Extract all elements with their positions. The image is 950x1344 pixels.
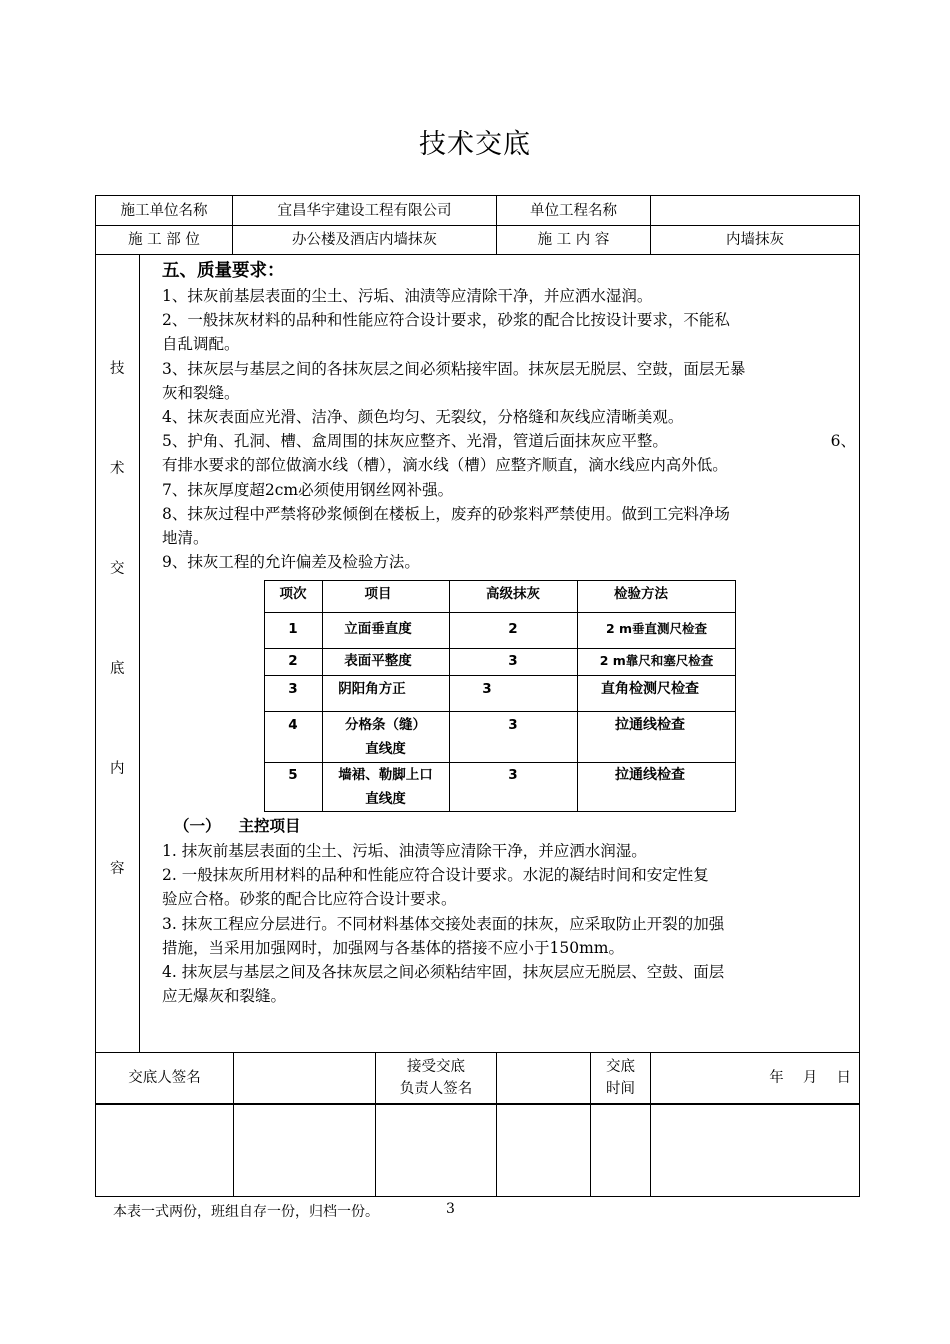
construction-unit-label: 施工单位名称 [120, 202, 208, 219]
quality-line [162, 429, 856, 453]
main-control-line: 应无爆灰和裂缝。 [162, 987, 287, 1006]
table-header: 检验方法 [614, 586, 668, 602]
table-cell-value: 2 [508, 621, 518, 637]
col-divider [496, 1052, 497, 1197]
table-cell-item: 表面平整度 [344, 653, 412, 669]
table-cell-item: 墙裙、勒脚上口 [338, 767, 433, 783]
main-control-line: 措施，当采用加强网时，加强网与各基体的搭接不应小于150mm。 [162, 938, 624, 957]
quality-requirements [162, 258, 856, 574]
main-control-title: 主控项目 [238, 817, 301, 835]
time-label-line2: 时间 [606, 1081, 635, 1097]
table-cell-item: 阴阳角方正 [338, 681, 406, 697]
receiver-label-line2: 负责人签名 [399, 1081, 473, 1097]
construction-content-value: 内墙抹灰 [726, 232, 784, 248]
quality-line: 2、一般抹灰材料的品种和性能应符合设计要求，砂浆的配合比按设计要求，不能私 [162, 311, 730, 330]
quality-line-next-number: 6、 [830, 432, 856, 451]
table-cell-item-line2: 直线度 [365, 741, 406, 757]
quality-line: 有排水要求的部位做滴水线（槽），滴水线（槽）应整齐顺直，滴水线应内高外低。 [162, 456, 728, 475]
table-cell-value: 3 [508, 767, 518, 783]
main-control-line: 4. 抹灰层与基层之间及各抹灰层之间必须粘结牢固，抹灰层应无脱层、空鼓、面层 [162, 963, 725, 982]
quality-line: 4、抹灰表面应光滑、洁净、颜色均匀、无裂纹，分格缝和灰线应清晰美观。 [162, 408, 684, 427]
disclosure-time-label [591, 1053, 650, 1103]
table-cell-no: 4 [288, 717, 298, 733]
main-control-line: 1. 抹灰前基层表面的尘土、污垢、油渍等应清除干净，并应洒水润湿。 [162, 842, 647, 860]
quality-line: 地清。 [162, 529, 209, 548]
side-label-char: 交 [110, 561, 125, 577]
table-cell-item: 分格条（缝） [345, 717, 426, 733]
table-cell-method: 拉通线检查 [615, 717, 685, 733]
side-label-char: 容 [110, 861, 125, 877]
table-cell-item: 立面垂直度 [344, 621, 412, 637]
side-divider [139, 254, 140, 1052]
main-control-line: 验应合格。砂浆的配合比应符合设计要求。 [162, 890, 457, 909]
side-label-char: 内 [110, 761, 125, 777]
row-divider [95, 1103, 860, 1105]
main-control-heading [162, 813, 856, 839]
quality-line: 3、抹灰层与基层之间的各抹灰层之间必须粘接牢固。抹灰层无脱层、空鼓，面层无暴 [162, 359, 746, 378]
table-cell-method: 2 m垂直测尺检查 [605, 621, 708, 636]
side-label-char: 底 [110, 661, 125, 677]
submitter-signature-label: 交底人签名 [128, 1070, 201, 1086]
main-control-items [162, 813, 856, 1008]
quality-line: 8、抹灰过程中严禁将砂浆倾倒在楼板上，废弃的砂浆料严禁使用。做到工完料净场 [162, 504, 730, 523]
table-header: 高级抹灰 [486, 586, 540, 602]
time-label-line1: 交底 [606, 1059, 635, 1075]
table-cell-value: 3 [482, 681, 492, 697]
main-control-line: 3. 抹灰工程应分层进行。不同材料基体交接处表面的抹灰，应采取防止开裂的加强 [162, 914, 725, 933]
construction-area-value: 办公楼及酒店内墙抹灰 [292, 232, 437, 248]
quality-line: 自乱调配。 [162, 335, 240, 354]
construction-area-label: 施 工 部 位 [128, 232, 200, 248]
table-cell-method: 2 m靠尺和塞尺检查 [599, 653, 714, 668]
table-cell-method: 拉通线检查 [615, 767, 685, 783]
table-header: 项目 [364, 586, 392, 602]
receiver-label-line1: 接受交底 [407, 1059, 465, 1075]
receiver-signature-label [376, 1053, 496, 1103]
section-title: 五、质量要求： [162, 261, 285, 281]
quality-line: 9、抹灰工程的允许偏差及检验方法。 [162, 553, 420, 572]
table-cell-value: 3 [508, 717, 518, 733]
page-number: 3 [446, 1201, 455, 1217]
table-row-divider [264, 612, 736, 613]
table-row-divider [264, 675, 736, 676]
col-divider [233, 1052, 234, 1197]
table-cell-no: 1 [288, 621, 298, 637]
table-header: 项次 [279, 586, 307, 602]
table-cell-item-line2: 直线度 [365, 791, 406, 807]
main-control-number: （一） [174, 817, 221, 835]
quality-line: 7、抹灰厚度超2cm必须使用钢丝网补强。 [162, 480, 454, 499]
quality-line: 1、抹灰前基层表面的尘土、污垢、油渍等应清除干净，并应洒水湿润。 [162, 287, 653, 305]
table-cell-value: 3 [508, 653, 518, 669]
footer-note: 本表一式两份，班组自存一份，归档一份。 [113, 1204, 379, 1220]
disclosure-date: 年 月 日 [769, 1070, 851, 1086]
table-cell-no: 2 [288, 653, 298, 669]
main-control-line: 2. 一般抹灰所用材料的品种和性能应符合设计要求。水泥的凝结时间和安定性复 [162, 866, 709, 885]
project-name-value [651, 196, 859, 225]
table-cell-no: 5 [288, 767, 298, 783]
quality-line-text: 5、护角、孔洞、槽、盒周围的抹灰应整齐、光滑，管道后面抹灰应平整。 [162, 432, 668, 451]
side-label-char: 术 [110, 461, 125, 477]
table-row-divider [264, 711, 736, 712]
construction-content-label: 施 工 内 容 [537, 232, 610, 248]
page-title: 技术交底 [419, 129, 531, 160]
table-cell-method: 直角检测尺检查 [601, 681, 699, 697]
construction-unit-value: 宜昌华宇建设工程有限公司 [277, 202, 452, 219]
project-name-label: 单位工程名称 [530, 202, 617, 219]
side-label-char: 技 [110, 361, 125, 377]
quality-line: 灰和裂缝。 [162, 383, 240, 402]
row-divider [95, 254, 860, 255]
table-cell-no: 3 [288, 681, 298, 697]
